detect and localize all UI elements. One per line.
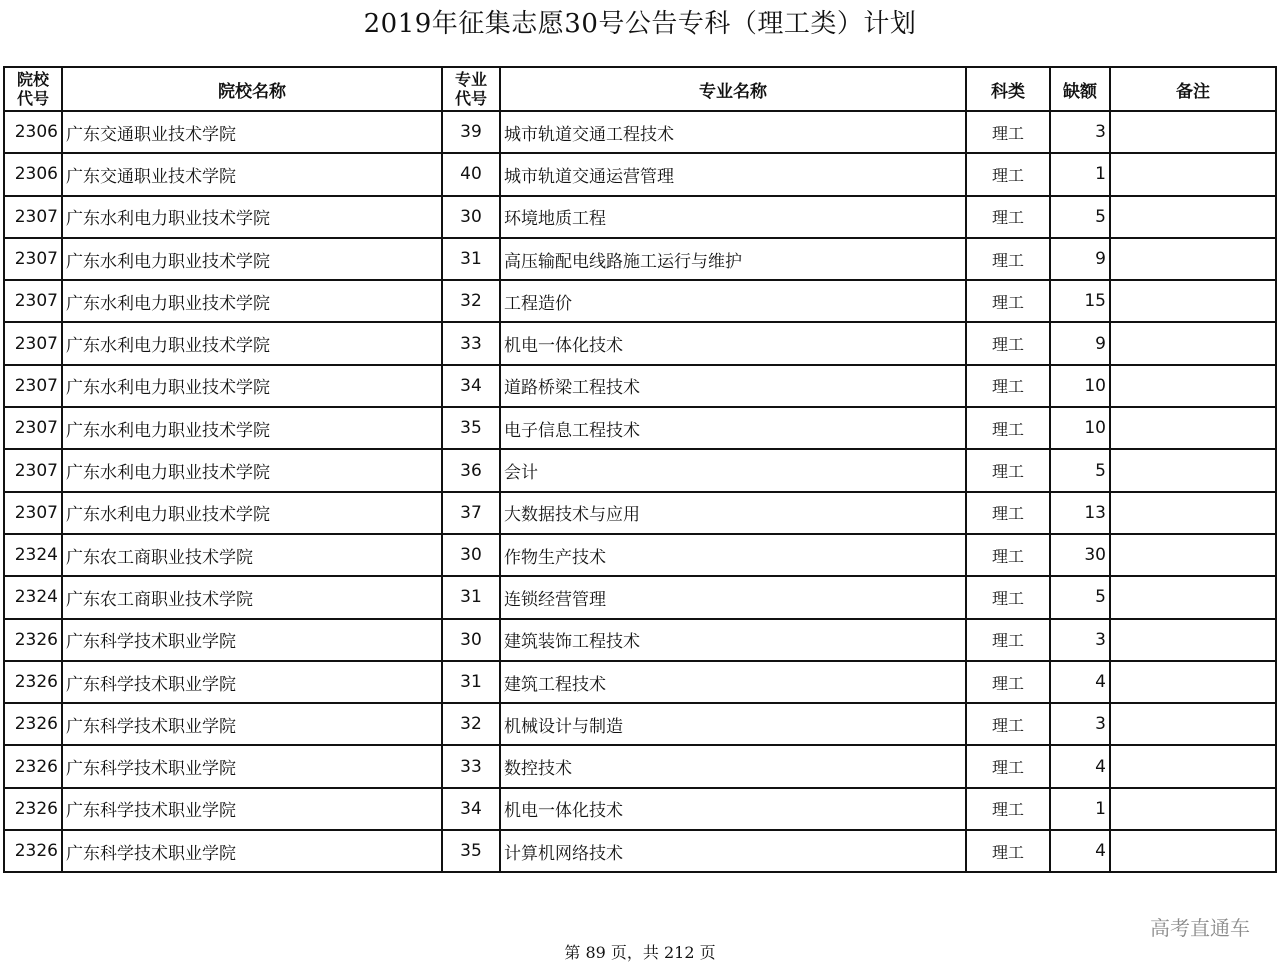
school-code-cell: 2307 xyxy=(4,365,62,407)
remark-cell xyxy=(1110,492,1276,534)
header-major-code-line2: 代号 xyxy=(454,89,487,108)
category-cell: 理工 xyxy=(966,111,1050,153)
major-name-cell: 大数据技术与应用 xyxy=(500,492,966,534)
school-name-cell: 广东科学技术职业学院 xyxy=(62,703,442,745)
remark-cell xyxy=(1110,153,1276,195)
major-name-cell: 建筑装饰工程技术 xyxy=(500,619,966,661)
remark-cell xyxy=(1110,703,1276,745)
major-code-cell: 36 xyxy=(442,449,500,491)
school-name-cell: 广东水利电力职业技术学院 xyxy=(62,196,442,238)
major-name-cell: 城市轨道交通运营管理 xyxy=(500,153,966,195)
table-header-row xyxy=(4,67,1276,111)
table-row xyxy=(4,830,1276,872)
category-cell: 理工 xyxy=(966,788,1050,830)
remark-cell xyxy=(1110,661,1276,703)
page-footer: 第 89 页，共 212 页 xyxy=(564,943,716,962)
table-row xyxy=(4,153,1276,195)
category-cell: 理工 xyxy=(966,703,1050,745)
quota-cell: 10 xyxy=(1050,365,1110,407)
header-school-code xyxy=(4,67,62,111)
remark-cell xyxy=(1110,788,1276,830)
major-name-cell: 高压输配电线路施工运行与维护 xyxy=(500,238,966,280)
major-name-cell: 计算机网络技术 xyxy=(500,830,966,872)
major-name-cell: 机电一体化技术 xyxy=(500,322,966,364)
major-code-cell: 35 xyxy=(442,830,500,872)
school-code-cell: 2326 xyxy=(4,788,62,830)
quota-cell: 13 xyxy=(1050,492,1110,534)
category-cell: 理工 xyxy=(966,322,1050,364)
major-code-cell: 34 xyxy=(442,788,500,830)
table-row xyxy=(4,238,1276,280)
page-title: 2019年征集志愿30号公告专科（理工类）计划 xyxy=(363,9,917,39)
table-row xyxy=(4,449,1276,491)
school-name-cell: 广东科学技术职业学院 xyxy=(62,661,442,703)
table-row xyxy=(4,703,1276,745)
table-row xyxy=(4,407,1276,449)
school-code-cell: 2307 xyxy=(4,238,62,280)
major-code-cell: 39 xyxy=(442,111,500,153)
category-cell: 理工 xyxy=(966,619,1050,661)
quota-cell: 5 xyxy=(1050,449,1110,491)
major-code-cell: 30 xyxy=(442,534,500,576)
table-row xyxy=(4,534,1276,576)
school-name-cell: 广东科学技术职业学院 xyxy=(62,830,442,872)
table-row xyxy=(4,661,1276,703)
major-code-cell: 37 xyxy=(442,492,500,534)
remark-cell xyxy=(1110,238,1276,280)
remark-cell xyxy=(1110,619,1276,661)
school-name-cell: 广东水利电力职业技术学院 xyxy=(62,280,442,322)
school-name-cell: 广东交通职业技术学院 xyxy=(62,111,442,153)
table-row xyxy=(4,280,1276,322)
major-code-cell: 33 xyxy=(442,745,500,787)
category-cell: 理工 xyxy=(966,365,1050,407)
quota-cell: 3 xyxy=(1050,703,1110,745)
plan-table xyxy=(3,66,1277,873)
category-cell: 理工 xyxy=(966,449,1050,491)
quota-cell: 30 xyxy=(1050,534,1110,576)
major-name-cell: 连锁经营管理 xyxy=(500,576,966,618)
header-quota: 缺额 xyxy=(1050,67,1110,111)
quota-cell: 9 xyxy=(1050,238,1110,280)
table-row xyxy=(4,365,1276,407)
category-cell: 理工 xyxy=(966,280,1050,322)
school-code-cell: 2307 xyxy=(4,196,62,238)
major-name-cell: 机械设计与制造 xyxy=(500,703,966,745)
school-name-cell: 广东科学技术职业学院 xyxy=(62,619,442,661)
header-school-code-line2: 代号 xyxy=(16,89,49,108)
table-row xyxy=(4,745,1276,787)
school-code-cell: 2324 xyxy=(4,576,62,618)
major-name-cell: 城市轨道交通工程技术 xyxy=(500,111,966,153)
category-cell: 理工 xyxy=(966,661,1050,703)
major-name-cell: 作物生产技术 xyxy=(500,534,966,576)
table-body xyxy=(4,111,1276,872)
header-category: 科类 xyxy=(966,67,1050,111)
school-code-cell: 2326 xyxy=(4,661,62,703)
school-code-cell: 2306 xyxy=(4,111,62,153)
school-name-cell: 广东水利电力职业技术学院 xyxy=(62,322,442,364)
school-name-cell: 广东水利电力职业技术学院 xyxy=(62,449,442,491)
quota-cell: 5 xyxy=(1050,196,1110,238)
table-row xyxy=(4,576,1276,618)
quota-cell: 5 xyxy=(1050,576,1110,618)
school-name-cell: 广东农工商职业技术学院 xyxy=(62,576,442,618)
major-name-cell: 电子信息工程技术 xyxy=(500,407,966,449)
remark-cell xyxy=(1110,745,1276,787)
category-cell: 理工 xyxy=(966,830,1050,872)
major-name-cell: 会计 xyxy=(500,449,966,491)
school-code-cell: 2326 xyxy=(4,830,62,872)
category-cell: 理工 xyxy=(966,238,1050,280)
header-major-code xyxy=(442,67,500,111)
school-name-cell: 广东科学技术职业学院 xyxy=(62,788,442,830)
school-code-cell: 2307 xyxy=(4,407,62,449)
major-name-cell: 工程造价 xyxy=(500,280,966,322)
school-name-cell: 广东水利电力职业技术学院 xyxy=(62,492,442,534)
remark-cell xyxy=(1110,365,1276,407)
table-row xyxy=(4,788,1276,830)
remark-cell xyxy=(1110,322,1276,364)
table-row xyxy=(4,619,1276,661)
category-cell: 理工 xyxy=(966,534,1050,576)
school-code-cell: 2326 xyxy=(4,745,62,787)
major-name-cell: 建筑工程技术 xyxy=(500,661,966,703)
school-name-cell: 广东水利电力职业技术学院 xyxy=(62,238,442,280)
school-name-cell: 广东水利电力职业技术学院 xyxy=(62,365,442,407)
remark-cell xyxy=(1110,280,1276,322)
remark-cell xyxy=(1110,576,1276,618)
quota-cell: 10 xyxy=(1050,407,1110,449)
category-cell: 理工 xyxy=(966,153,1050,195)
remark-cell xyxy=(1110,534,1276,576)
major-name-cell: 机电一体化技术 xyxy=(500,788,966,830)
table-row xyxy=(4,322,1276,364)
school-code-cell: 2307 xyxy=(4,492,62,534)
header-school-name: 院校名称 xyxy=(62,67,442,111)
major-code-cell: 32 xyxy=(442,703,500,745)
quota-cell: 3 xyxy=(1050,111,1110,153)
watermark: 高考直通车 xyxy=(1150,916,1250,940)
major-code-cell: 30 xyxy=(442,619,500,661)
quota-cell: 1 xyxy=(1050,788,1110,830)
quota-cell: 3 xyxy=(1050,619,1110,661)
major-name-cell: 数控技术 xyxy=(500,745,966,787)
school-code-cell: 2326 xyxy=(4,703,62,745)
school-name-cell: 广东水利电力职业技术学院 xyxy=(62,407,442,449)
header-major-name: 专业名称 xyxy=(500,67,966,111)
major-code-cell: 33 xyxy=(442,322,500,364)
category-cell: 理工 xyxy=(966,407,1050,449)
remark-cell xyxy=(1110,196,1276,238)
category-cell: 理工 xyxy=(966,576,1050,618)
category-cell: 理工 xyxy=(966,492,1050,534)
remark-cell xyxy=(1110,830,1276,872)
quota-cell: 4 xyxy=(1050,661,1110,703)
header-major-code-line1: 专业 xyxy=(454,70,487,89)
quota-cell: 9 xyxy=(1050,322,1110,364)
quota-cell: 4 xyxy=(1050,745,1110,787)
major-code-cell: 30 xyxy=(442,196,500,238)
header-remark: 备注 xyxy=(1110,67,1276,111)
major-code-cell: 31 xyxy=(442,661,500,703)
remark-cell xyxy=(1110,449,1276,491)
major-code-cell: 32 xyxy=(442,280,500,322)
remark-cell xyxy=(1110,407,1276,449)
major-code-cell: 40 xyxy=(442,153,500,195)
major-name-cell: 道路桥梁工程技术 xyxy=(500,365,966,407)
school-code-cell: 2307 xyxy=(4,322,62,364)
remark-cell xyxy=(1110,111,1276,153)
major-code-cell: 31 xyxy=(442,238,500,280)
major-name-cell: 环境地质工程 xyxy=(500,196,966,238)
school-code-cell: 2324 xyxy=(4,534,62,576)
school-code-cell: 2326 xyxy=(4,619,62,661)
school-name-cell: 广东农工商职业技术学院 xyxy=(62,534,442,576)
school-name-cell: 广东交通职业技术学院 xyxy=(62,153,442,195)
major-code-cell: 31 xyxy=(442,576,500,618)
category-cell: 理工 xyxy=(966,196,1050,238)
table-row xyxy=(4,111,1276,153)
quota-cell: 4 xyxy=(1050,830,1110,872)
header-school-code-line1: 院校 xyxy=(16,70,49,89)
quota-cell: 1 xyxy=(1050,153,1110,195)
school-name-cell: 广东科学技术职业学院 xyxy=(62,745,442,787)
table-row xyxy=(4,196,1276,238)
school-code-cell: 2307 xyxy=(4,449,62,491)
quota-cell: 15 xyxy=(1050,280,1110,322)
school-code-cell: 2306 xyxy=(4,153,62,195)
school-code-cell: 2307 xyxy=(4,280,62,322)
major-code-cell: 35 xyxy=(442,407,500,449)
category-cell: 理工 xyxy=(966,745,1050,787)
major-code-cell: 34 xyxy=(442,365,500,407)
table-row xyxy=(4,492,1276,534)
